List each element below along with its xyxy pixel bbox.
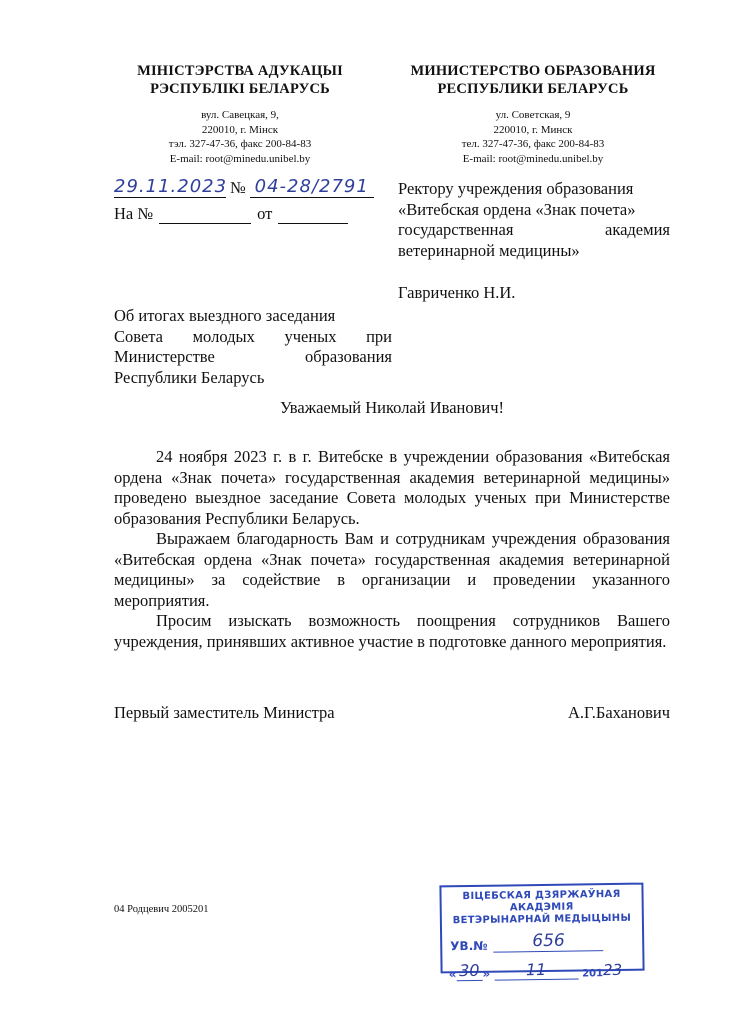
stamp-day-handwritten: 30: [459, 960, 480, 981]
stamp-year-printed: 201: [582, 968, 604, 980]
ministry-name-be-line2: РЭСПУБЛІКІ БЕЛАРУСЬ: [150, 81, 330, 97]
signature-position: Первый заместитель Министра: [114, 703, 335, 722]
addressee-line3-b: академия: [605, 220, 670, 239]
ref-date-label: от: [257, 203, 273, 223]
ref-date-blank: [278, 205, 348, 224]
address-be-line4: E-mail: root@minedu.unibel.by: [169, 152, 311, 165]
number-handwritten: 04-28/2791: [254, 176, 369, 197]
ministry-name-ru-line2: РЕСПУБЛИКИ БЕЛАРУСЬ: [437, 81, 629, 97]
ref-number-blank: [159, 205, 251, 224]
addressee-name: Гавриченко Н.И.: [398, 283, 516, 302]
subject-line2: Совета молодых ученых при: [114, 326, 392, 346]
stamp-year-handwritten: 23: [602, 960, 623, 980]
ministry-name-be-line1: МІНІСТЭРСТВА АДУКАЦЫІ: [137, 63, 343, 79]
stamp-month-field: [494, 960, 578, 981]
signature-name: А.Г.Баханович: [568, 703, 670, 722]
addressee-line4: ветеринарной медицины»: [398, 240, 580, 260]
address-ru-line4: E-mail: root@minedu.unibel.by: [462, 152, 604, 165]
stamp-date-row: « 30 » 11 201 23: [448, 959, 623, 982]
addressee-line2: «Витебская ордена «Знак почета»: [398, 199, 636, 219]
addressee-line1: Ректору учреждения образования: [398, 179, 634, 198]
date-handwritten: 29.11.2023: [114, 176, 228, 197]
ministry-name-ru-line1: МИНИСТЕРСТВО ОБРАЗОВАНИЯ: [410, 63, 656, 79]
subject-block: [114, 306, 392, 388]
stamp-number-field: [493, 930, 603, 953]
date-field: [114, 176, 226, 198]
subject-line1: Об итогах выездного заседания: [114, 306, 336, 325]
registration-block: [114, 174, 384, 224]
number-label: №: [230, 177, 246, 197]
address-be-line2: 220010, г. Мінск: [201, 123, 279, 136]
header-right: [400, 62, 666, 166]
letter-body: [114, 447, 670, 652]
addressee-block: [398, 179, 670, 304]
body-paragraph-3: Просим изыскать возможность поощрения сотрудников Вашего учреждения, принявших активное участие в подготовке данного мероприятия.: [114, 611, 670, 651]
subject-line3-b: образования: [304, 347, 392, 366]
stamp-line1: ВІЦЕБСКАЯ ДЗЯРЖАЎНАЯ АКАДЭМІЯ: [462, 888, 621, 914]
ref-number-label: На №: [114, 203, 154, 223]
address-ru-line1: ул. Советская, 9: [495, 109, 571, 121]
subject-line3: [114, 347, 392, 368]
number-field: [250, 176, 374, 198]
body-paragraph-1: 24 ноября 2023 г. в г. Витебске в учреждении образования «Витебская ордена «Знак почета» государственная академия ветеринарной медицины» проведено выездное заседание Совета молодых ученых при Министерстве образования Республики Беларусь.: [114, 447, 670, 528]
stamp-line2: ВЕТЭРЫНАРНАЙ МЕДЫЦЫНЫ: [452, 912, 632, 927]
address-be-line1: вул. Савецкая, 9,: [201, 109, 279, 121]
body-paragraph-2: Выражаем благодарность Вам и сотрудникам учреждения образования «Витебская ордена «Знак почета» государственная академия ветеринарной медицины» за содействие в организации и проведении указанного мероприятия.: [114, 529, 670, 610]
subject-line4: Республики Беларусь: [114, 367, 265, 387]
greeting: Уважаемый Николай Иванович!: [279, 398, 505, 417]
stamp-day-field: [456, 961, 482, 981]
registration-stamp: [439, 883, 644, 982]
subject-line3-a: Министерстве: [114, 347, 215, 366]
stamp-number-label: УВ.№: [450, 938, 488, 954]
address-be-line3: тэл. 327-47-36, факс 200-84-83: [168, 138, 312, 150]
executor-note: 04 Родцевич 2005201: [114, 904, 209, 915]
stamp-number-handwritten: 656: [532, 930, 565, 952]
addressee-line3-a: государственная: [398, 220, 514, 239]
address-ru-line2: 220010, г. Минск: [493, 123, 573, 136]
header-left: [120, 62, 360, 166]
stamp-number-row: [450, 931, 642, 954]
stamp-month-handwritten: 11: [525, 959, 547, 980]
address-ru-line3: тел. 327-47-36, факс 200-84-83: [461, 138, 605, 150]
addressee-line3: [398, 220, 670, 241]
